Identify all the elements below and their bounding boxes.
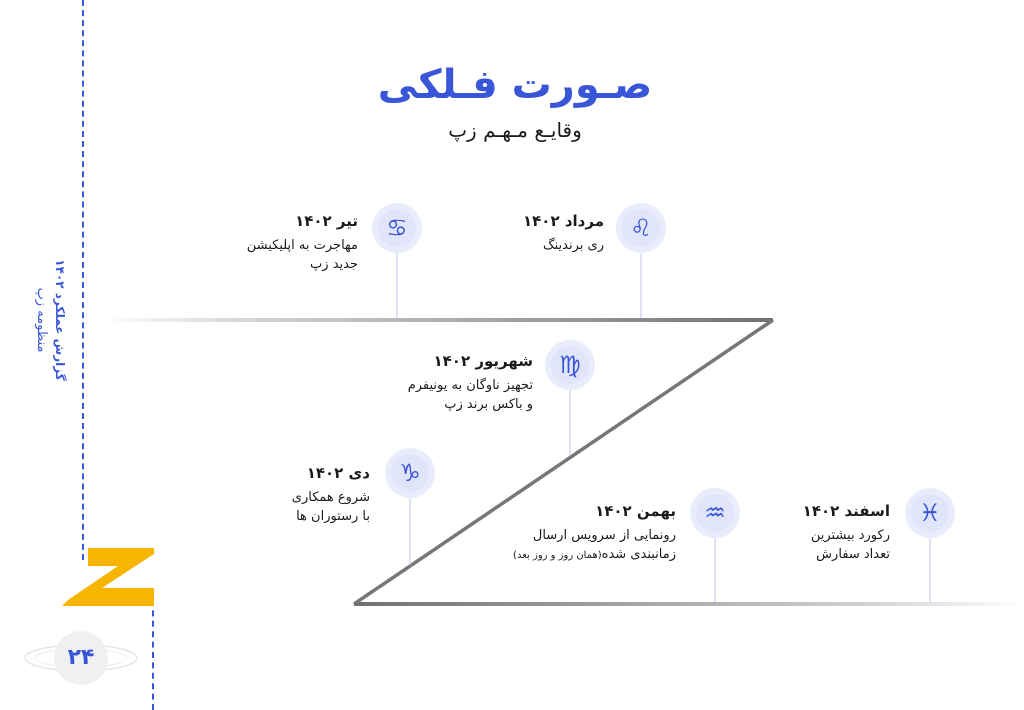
event-desc-line2: و باکس برند زپ: [444, 397, 533, 412]
event-desc-line1: شروع همکاری: [291, 490, 370, 505]
event-shahrivar: [313, 350, 533, 414]
event-title: شهریور ۱۴۰۲: [433, 352, 533, 370]
event-desc-line1: تجهیز ناوگان به یونیفرم: [407, 378, 533, 393]
event-title: مرداد ۱۴۰۲: [522, 212, 604, 230]
event-title: اسفند ۱۴۰۲: [802, 502, 890, 520]
page-number: ۲۴: [67, 645, 95, 670]
aquarius-icon: ♒: [690, 488, 740, 538]
event-esfand: [710, 500, 890, 564]
event-tir: [158, 210, 358, 274]
event-desc-main: زمانبندی شده: [601, 547, 676, 562]
capricorn-icon: ♑: [385, 448, 435, 498]
event-desc-note: (همان روز و روز بعد): [513, 550, 602, 561]
page-subtitle: وقایـع مـهـم زپ: [448, 118, 582, 142]
virgo-icon: ♍: [545, 340, 595, 390]
event-mordad: [404, 210, 604, 255]
event-desc: ری برندینگ: [543, 238, 604, 253]
leo-icon: ♌: [616, 203, 666, 253]
pisces-icon: ♓: [905, 488, 955, 538]
event-title: دی ۱۴۰۲: [306, 464, 370, 482]
brand-name: منظومه زپ: [34, 287, 49, 353]
report-title: گزارش عملکرد ۱۴۰۲: [53, 259, 67, 381]
event-desc-line1: مهاجرت به اپلیکیشن: [246, 238, 358, 253]
event-desc-line2: [456, 545, 676, 564]
event-desc-line2: با رستوران ها: [296, 509, 370, 524]
event-title: بهمن ۱۴۰۲: [595, 502, 676, 520]
event-desc-line2: تعداد سفارش: [816, 547, 890, 562]
event-dey: [190, 462, 370, 526]
event-desc-line2: جدید زپ: [310, 257, 358, 272]
event-title: تیر ۱۴۰۲: [295, 212, 358, 230]
cancer-icon: ♋: [372, 203, 422, 253]
page-title: صـورت فـلکی: [377, 62, 653, 108]
event-bahman: [456, 500, 676, 564]
event-desc-line1: رونمایی از سرویس ارسال: [532, 528, 676, 543]
event-desc-line1: رکورد بیشترین: [810, 528, 890, 543]
